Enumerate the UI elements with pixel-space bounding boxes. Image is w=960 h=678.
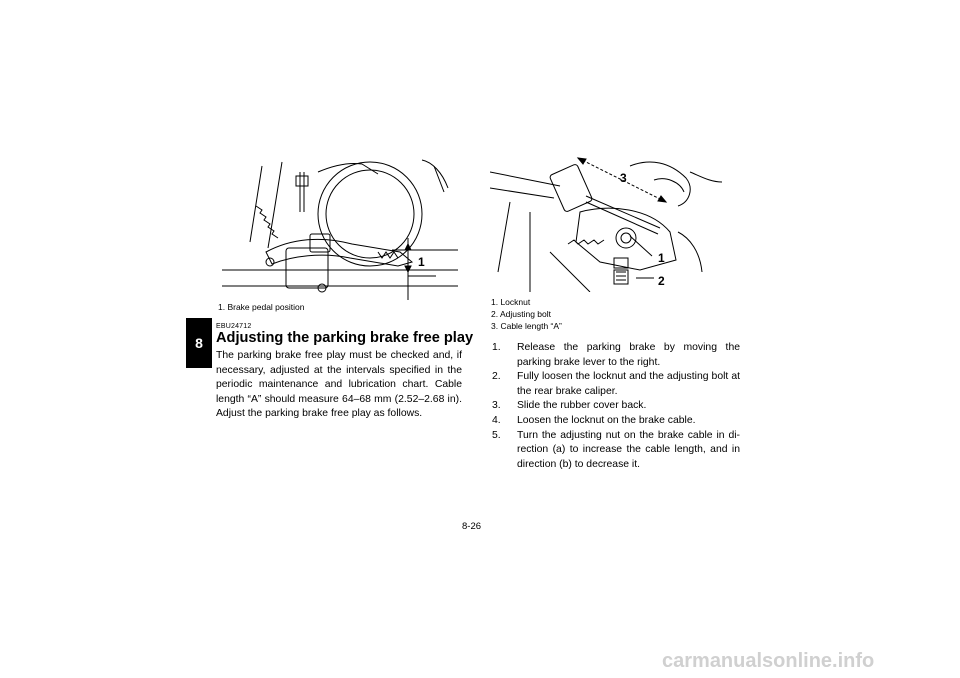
- figure2-caption: [491, 296, 562, 332]
- step-item: [491, 341, 740, 370]
- procedure-steps: [491, 341, 740, 472]
- caption-item: 1. Brake pedal position: [218, 302, 305, 312]
- step-text: Fully loosen the locknut and the adjusting bolt at the rear brake caliper.: [517, 371, 740, 397]
- caliper-drawing-lines: [490, 162, 722, 292]
- callout-3: 3: [620, 171, 627, 185]
- pedal-drawing-lines: [222, 160, 458, 292]
- measurement-marker: [405, 238, 436, 300]
- callout-2: 2: [658, 274, 665, 288]
- chapter-tab: 8: [186, 318, 212, 368]
- body-paragraph: The parking brake free play must be checked and, if necessary, adjusted at the intervals specified in the periodic maintenance and lubrication chart. Cable length “A” should measure 64–68 mm (2.52–2.68 in). Adjust the parking brake free play as follows.: [216, 350, 462, 420]
- step-text: Slide the rubber cover back.: [517, 400, 647, 412]
- caption-item: 2. Adjusting bolt: [491, 309, 552, 319]
- brake-pedal-illustration: [222, 152, 458, 300]
- section-heading: Adjusting the parking brake free play: [216, 330, 474, 346]
- brake-caliper-illustration: [490, 152, 732, 292]
- step-number: 2.: [492, 371, 501, 383]
- step-item: [491, 429, 740, 473]
- step-number: 5.: [492, 429, 501, 441]
- caption-item: 1. Locknut: [491, 297, 531, 307]
- section-code: EBU24712: [216, 323, 252, 330]
- step-text: Loosen the locknut on the brake cable.: [517, 414, 696, 426]
- step-item: [491, 399, 740, 414]
- step-text: Release the parking brake by moving the parking brake lever to the right.: [517, 342, 740, 368]
- step-number: 1.: [492, 342, 501, 353]
- caption-item: 3. Cable length “A”: [491, 321, 562, 331]
- step-item: [491, 414, 740, 429]
- step-number: 4.: [492, 414, 501, 426]
- step-item: [491, 370, 740, 399]
- callout-1: 1: [658, 251, 665, 265]
- page-number: 8-26: [462, 521, 482, 532]
- callout-1: 1: [418, 255, 425, 269]
- figure1-caption: [218, 301, 304, 313]
- step-number: 3.: [492, 400, 501, 412]
- step-text: Turn the adjusting nut on the brake cable in di-rection (a) to increase the cable length, and in direction (b) to decrease it.: [517, 429, 740, 470]
- site-watermark[interactable]: carmanualsonline.info: [662, 650, 875, 672]
